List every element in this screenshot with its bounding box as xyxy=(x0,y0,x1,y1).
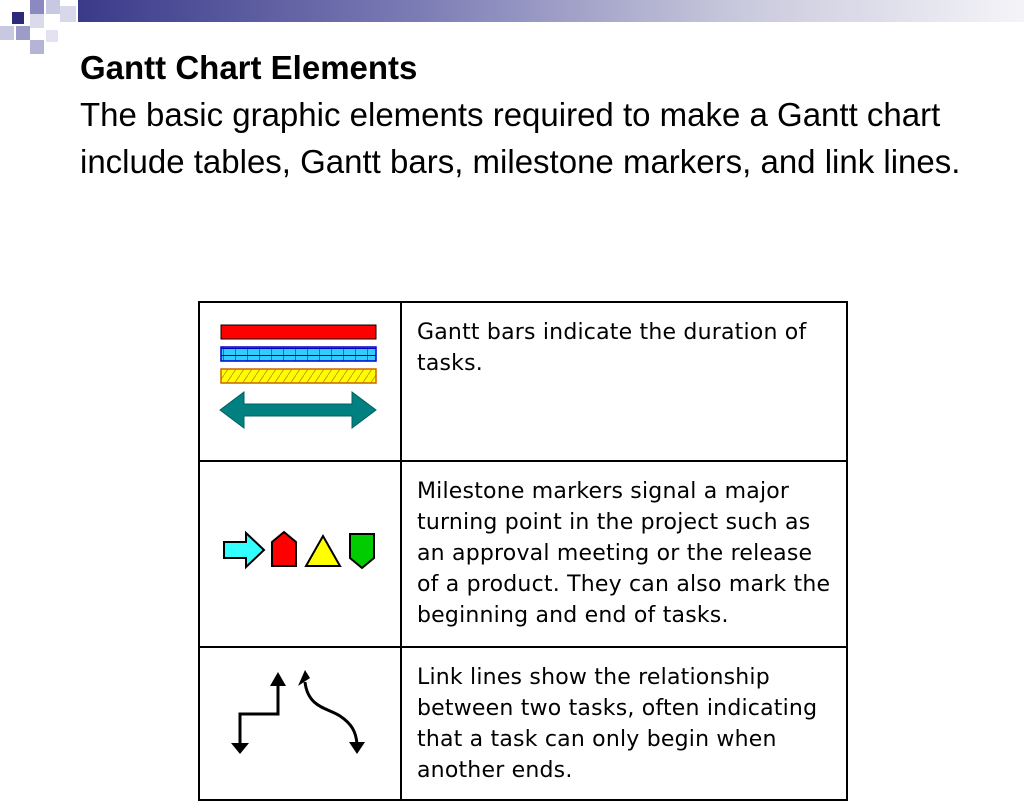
cyan-arrow-marker-icon xyxy=(224,533,264,567)
slide-template-decoration xyxy=(0,0,80,60)
link-lines-graphic-cell xyxy=(199,647,401,800)
teal-double-arrow-icon xyxy=(220,392,376,428)
slide-title: Gantt Chart Elements xyxy=(80,49,418,86)
milestone-markers-graphic-cell xyxy=(199,461,401,647)
red-pentagon-marker-icon xyxy=(272,532,296,566)
gantt-bars-graphic-cell xyxy=(199,302,401,461)
milestone-markers-description: Milestone markers signal a major turning point in the project such as an approval meeting or the release of a product. They can also mark the beginning and end of tasks. xyxy=(401,461,847,647)
elbow-link-line-icon xyxy=(231,672,286,754)
slide-body-text: The basic graphic elements required to make a Gantt chart include tables, Gantt bars, milestone markers, and link lines. xyxy=(80,96,961,180)
curved-link-line-icon xyxy=(298,670,365,754)
yellow-hatched-bar-icon xyxy=(221,369,376,383)
link-lines-description: Link lines show the relationship between two tasks, often indicating that a task can only begin when another ends. xyxy=(401,647,847,800)
slide-heading xyxy=(80,44,980,185)
green-shield-marker-icon xyxy=(350,534,374,568)
slide-top-bar xyxy=(78,0,1024,22)
table-row-milestone-markers xyxy=(199,461,847,647)
gantt-bars-description: Gantt bars indicate the duration of tasks. xyxy=(401,302,847,461)
gantt-elements-table xyxy=(198,301,848,801)
yellow-triangle-marker-icon xyxy=(306,536,340,566)
table-row-gantt-bars xyxy=(199,302,847,461)
red-bar-icon xyxy=(221,325,376,339)
table-row-link-lines xyxy=(199,647,847,800)
blue-grid-bar-icon xyxy=(221,347,376,361)
